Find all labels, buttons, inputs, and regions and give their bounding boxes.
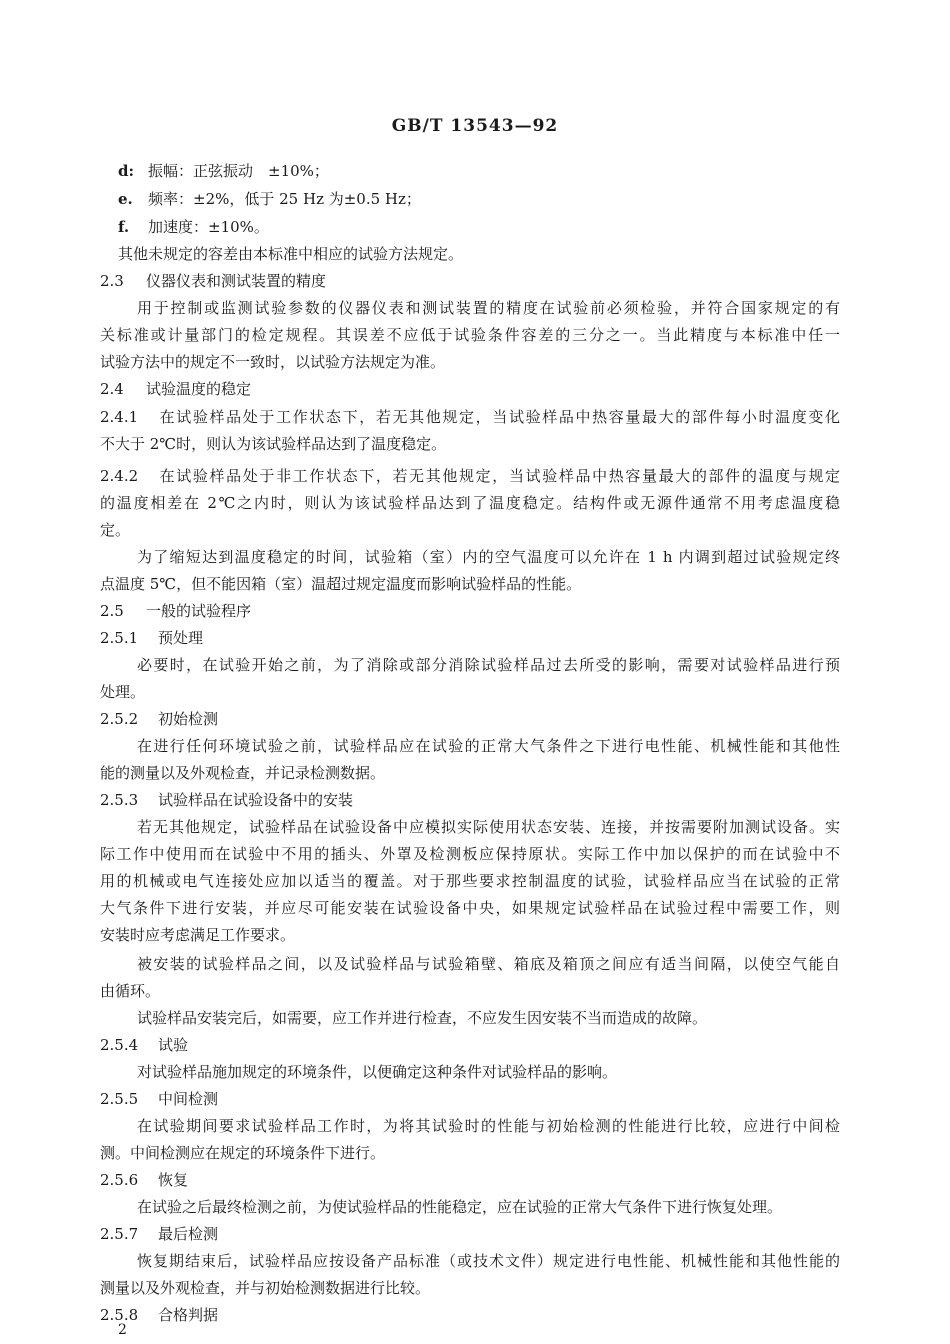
list-label: e. xyxy=(118,190,133,208)
list-item xyxy=(118,158,950,184)
section-heading xyxy=(100,625,950,651)
section-heading xyxy=(100,1167,950,1193)
section-heading xyxy=(100,268,950,294)
paragraph-line: 大气条件下进行安装，并应尽可能安装在试验设备中央，如果规定试验样品在试验过程中需要工作，则 xyxy=(100,899,840,917)
section-heading xyxy=(100,1221,950,1247)
list-label: f. xyxy=(118,218,130,236)
section-number: 2.5.8 xyxy=(100,1306,139,1324)
section-title: 试验温度的稳定 xyxy=(146,380,252,398)
section-heading xyxy=(100,1086,950,1112)
section-title: 中间检测 xyxy=(158,1090,219,1108)
section-title: 一般的试验程序 xyxy=(146,602,252,620)
paragraph-line: 测。中间检测应在规定的环境条件下进行。 xyxy=(100,1144,386,1162)
section-number: 2.4 xyxy=(100,380,124,398)
paragraph-line: 的温度相差在 2℃之内时，则认为该试验样品达到了温度稳定。结构件或无源件通常不用考虑温度稳 xyxy=(100,494,840,512)
list-text: 加速度：±10%。 xyxy=(148,218,269,236)
section-heading xyxy=(100,598,950,624)
paragraph-text: 在试验样品处于工作状态下，若无其他规定，当试验样品中热容量最大的部件每小时温度变化 xyxy=(158,408,840,426)
section-title: 预处理 xyxy=(158,629,204,647)
section-heading xyxy=(100,706,950,732)
section-heading xyxy=(100,1032,950,1058)
section-number: 2.5.1 xyxy=(100,629,139,647)
section-number: 2.5.6 xyxy=(100,1171,139,1189)
paragraph-line: 对试验样品施加规定的环境条件，以便确定这种条件对试验样品的影响。 xyxy=(137,1063,618,1081)
paragraph-line: 为了缩短达到温度稳定的时间，试验箱（室）内的空气温度可以允许在 1 h 内调到超过试验规定终 xyxy=(137,548,840,566)
paragraph-line: 在进行任何环境试验之前，试验样品应在试验的正常大气条件之下进行电性能、机械性能和其他性 xyxy=(137,737,840,755)
paragraph-line: 关标准或计量部门的检定规程。其误差不应低于试验条件容差的三分之一。当此精度与本标准中任一 xyxy=(100,326,840,344)
section-title: 仪器仪表和测试装置的精度 xyxy=(146,272,327,290)
list-label: d: xyxy=(118,162,135,180)
paragraph-line: 安装时应考虑满足工作要求。 xyxy=(100,926,296,944)
paragraph-line: 由循环。 xyxy=(100,982,161,1000)
paragraph-line: 处理。 xyxy=(100,683,146,701)
paragraph-line: 用的机械或电气连接处应加以适当的覆盖。对于那些要求控制温度的试验，试验样品应当在试验的正常 xyxy=(100,872,840,890)
section-number: 2.4.2 xyxy=(100,467,139,485)
section-number: 2.5.5 xyxy=(100,1090,139,1108)
section-number: 2.5.7 xyxy=(100,1225,139,1243)
paragraph-line: 能的测量以及外观检查，并记录检测数据。 xyxy=(100,764,386,782)
section-heading xyxy=(100,376,950,402)
paragraph-line: 不大于 2℃时，则认为该试验样品达到了温度稳定。 xyxy=(100,435,447,453)
section-number: 2.3 xyxy=(100,272,124,290)
section-title: 试验样品在试验设备中的安装 xyxy=(158,791,354,809)
section-number: 2.5 xyxy=(100,602,124,620)
paragraph-line: 被安装的试验样品之间，以及试验样品与试验箱壁、箱底及箱顶之间应有适当间隔，以使空气能自 xyxy=(137,955,840,973)
paragraph-line: 若无其他规定，试验样品在试验设备中应模拟实际使用状态安装、连接，并按需要附加测试设备。实 xyxy=(137,818,840,836)
list-item xyxy=(118,214,950,240)
paragraph-line: 际工作中使用而在试验中不用的插头、外罩及检测板应保持原状。实际工作中加以保护的而在试验中不 xyxy=(100,845,840,863)
paragraph-line: 在试验之后最终检测之前，为使试验样品的性能稳定，应在试验的正常大气条件下进行恢复处理。 xyxy=(137,1198,783,1216)
paragraph-line: 在试验期间要求试验样品工作时，为将其试验时的性能与初始检测的性能进行比较，应进行中间检 xyxy=(137,1117,840,1135)
page-number: 2 xyxy=(118,1322,127,1338)
section-number: 2.4.1 xyxy=(100,408,139,426)
paragraph-line: 定。 xyxy=(100,521,131,539)
paragraph-line xyxy=(100,463,840,489)
page-header: GB/T 13543—92 xyxy=(391,116,559,136)
paragraph-line: 其他未规定的容差由本标准中相应的试验方法规定。 xyxy=(118,245,464,263)
paragraph-line xyxy=(100,404,840,430)
section-title: 合格判据 xyxy=(158,1306,219,1324)
section-number: 2.5.4 xyxy=(100,1036,139,1054)
paragraph-text: 在试验样品处于非工作状态下，若无其他规定，当试验样品中热容量最大的部件的温度与规定 xyxy=(158,467,840,485)
section-number: 2.5.3 xyxy=(100,791,139,809)
section-number: 2.5.2 xyxy=(100,710,139,728)
section-title: 初始检测 xyxy=(158,710,219,728)
section-title: 恢复 xyxy=(158,1171,189,1189)
list-text: 频率：±2%，低于 25 Hz 为±0.5 Hz； xyxy=(148,190,421,208)
paragraph-line: 用于控制或监测试验参数的仪器仪表和测试装置的精度在试验前必须检验，并符合国家规定的有 xyxy=(137,299,840,317)
paragraph-line: 恢复期结束后，试验样品应按设备产品标准（或技术文件）规定进行电性能、机械性能和其他性能的 xyxy=(137,1252,840,1270)
section-heading xyxy=(100,787,950,813)
section-title: 最后检测 xyxy=(158,1225,219,1243)
list-text: 振幅：正弦振动 ±10%； xyxy=(148,162,329,180)
paragraph-line: 必要时，在试验开始之前，为了消除或部分消除试验样品过去所受的影响，需要对试验样品进行预 xyxy=(137,656,840,674)
list-item xyxy=(118,186,950,212)
paragraph-line: 点温度 5℃，但不能因箱（室）温超过规定温度而影响试验样品的性能。 xyxy=(100,575,582,593)
paragraph-line: 测量以及外观检查，并与初始检测数据进行比较。 xyxy=(100,1279,431,1297)
paragraph-line: 试验样品安装完后，如需要，应工作并进行检查，不应发生因安装不当而造成的故障。 xyxy=(137,1009,708,1027)
section-title: 试验 xyxy=(158,1036,189,1054)
section-heading xyxy=(100,1302,950,1328)
paragraph-line: 试验方法中的规定不一致时，以试验方法规定为准。 xyxy=(100,353,446,371)
